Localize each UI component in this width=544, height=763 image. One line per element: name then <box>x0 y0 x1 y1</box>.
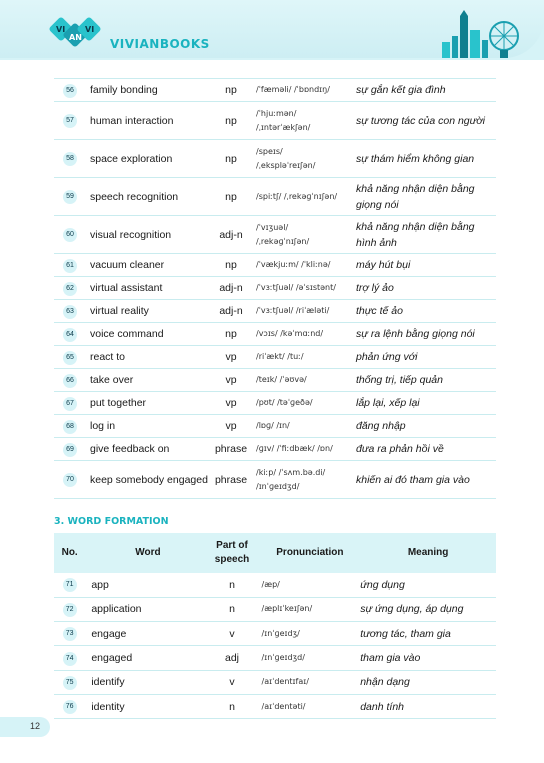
meaning-cell: phản ứng với <box>356 351 418 363</box>
logo-text-right: VI <box>85 25 95 34</box>
part-of-speech-cell: n <box>229 578 235 591</box>
word-cell: application <box>91 603 142 616</box>
pronunciation-cell: /aɪˈdentəti/ <box>261 701 306 711</box>
word-cell: app <box>91 578 109 591</box>
part-of-speech-cell: adj-n <box>219 282 243 294</box>
row-number-cell <box>54 438 86 461</box>
pronunciation-cell <box>254 254 354 277</box>
pronunciation-line: /pʊt/ /təˈɡeðə/ <box>256 398 313 407</box>
table-row <box>54 438 496 461</box>
word-cell: space exploration <box>90 152 173 165</box>
pronunciation-cell <box>254 216 354 254</box>
row-number-cell <box>54 102 86 140</box>
meaning-cell: khả năng nhận diện bằng giọng nói <box>356 182 475 211</box>
pronunciation-cell: /æplɪˈkeɪʃən/ <box>261 604 313 614</box>
word-cell: engaged <box>91 652 133 665</box>
row-number-cell <box>54 369 86 392</box>
part-of-speech-cell: v <box>229 627 235 640</box>
pronunciation-cell <box>254 277 354 300</box>
table-row <box>54 216 496 254</box>
row-number-cell <box>54 461 86 499</box>
word-cell: identify <box>91 676 125 689</box>
row-number: 56 <box>63 84 77 98</box>
part-of-speech-cell: np <box>225 152 237 165</box>
word-cell: virtual assistant <box>90 282 163 294</box>
row-number: 72 <box>63 603 77 617</box>
meaning-cell: nhận dạng <box>360 676 410 689</box>
pronunciation-line: /riˈækt/ /tuː/ <box>256 352 304 361</box>
row-number-cell <box>54 573 85 597</box>
table-row <box>54 102 496 140</box>
pronunciation-cell <box>254 79 354 102</box>
pronunciation-cell <box>254 140 354 178</box>
city-skyline-icon <box>442 10 522 58</box>
pronunciation-line: /ɪnˈɡeɪdʒd/ <box>256 481 300 491</box>
row-number-cell <box>54 277 86 300</box>
table-row <box>54 369 496 392</box>
pronunciation-line: /ˈfæməli/ /ˈbɒndɪŋ/ <box>256 85 330 94</box>
word-cell: react to <box>90 351 126 363</box>
row-number-cell <box>54 346 86 369</box>
part-of-speech-cell: np <box>225 114 237 127</box>
logo <box>52 20 98 46</box>
part-of-speech-cell: adj <box>225 652 240 665</box>
table-row <box>54 622 496 646</box>
meaning-cell: tương tác, tham gia <box>360 627 451 640</box>
pronunciation-line: /kiːp/ /ˈsʌm.bə.di/ <box>256 467 326 477</box>
vocabulary-table <box>54 78 496 499</box>
table-row <box>54 694 496 718</box>
pronunciation-line: /ˈvɜːtʃuəl/ /əˈsɪstənt/ <box>256 283 336 292</box>
pronunciation-line: /ˌekspləˈreɪʃən/ <box>256 160 316 170</box>
pronunciation-line: /lɒɡ/ /ɪn/ <box>256 421 290 430</box>
meaning-cell: máy hút bụi <box>356 259 411 271</box>
part-of-speech-cell: np <box>225 259 237 271</box>
part-of-speech-cell: adj-n <box>219 305 243 317</box>
table-row <box>54 323 496 346</box>
row-number-cell <box>54 140 86 178</box>
pronunciation-cell <box>254 461 354 499</box>
header-pos: Part of speech <box>214 540 250 565</box>
row-number-cell <box>54 694 85 718</box>
part-of-speech-cell: vp <box>225 374 237 386</box>
pronunciation-line: /teɪk/ /ˈəʊvə/ <box>256 375 307 384</box>
table-row <box>54 178 496 216</box>
row-number: 57 <box>63 114 77 128</box>
row-number-cell <box>54 216 86 254</box>
page-number-tab <box>0 717 50 737</box>
row-number-cell <box>54 597 85 621</box>
table-row <box>54 461 496 499</box>
meaning-cell: khả năng nhận diện bằng hình ảnh <box>356 220 475 249</box>
part-of-speech-cell: v <box>229 676 235 689</box>
pronunciation-line: /speɪs/ <box>256 146 283 156</box>
row-number: 61 <box>63 259 77 273</box>
row-number-cell <box>54 646 85 670</box>
pronunciation-line: /ˈvɜːtʃuəl/ /riˈæləti/ <box>256 306 330 315</box>
word-cell: engage <box>91 627 127 640</box>
pronunciation-cell <box>254 369 354 392</box>
page-header <box>0 0 544 60</box>
meaning-cell: sự ứng dụng, áp dụng <box>360 603 464 616</box>
meaning-cell: sự tương tác của con người <box>356 114 485 127</box>
meaning-cell: thống trị, tiếp quản <box>356 374 443 386</box>
pronunciation-line: /ˈvækjuːm/ /ˈkliːnə/ <box>256 260 331 269</box>
pronunciation-cell <box>254 415 354 438</box>
table-row <box>54 646 496 670</box>
pronunciation-line: /ˈvɪʒuəl/ <box>256 222 289 232</box>
pronunciation-line: /ˌrekəɡˈnɪʃən/ <box>256 236 310 246</box>
pronunciation-line: /spiːtʃ/ /ˌrekəɡˈnɪʃən/ <box>256 191 338 201</box>
part-of-speech-cell: phrase <box>214 473 248 486</box>
logo-text-mid: AN <box>69 33 82 42</box>
logo-text-left: VI <box>56 25 66 34</box>
meaning-cell: sự thám hiểm không gian <box>356 152 475 165</box>
word-cell: log in <box>90 420 116 432</box>
row-number: 71 <box>63 578 77 592</box>
row-number: 65 <box>63 351 77 365</box>
meaning-cell: đăng nhập <box>356 420 406 432</box>
header-pronunciation: Pronunciation <box>276 547 344 558</box>
meaning-cell: trợ lý ảo <box>356 282 394 294</box>
pronunciation-line: /ˈhjuːmən/ <box>256 108 297 118</box>
table-row <box>54 277 496 300</box>
part-of-speech-cell: adj-n <box>219 228 243 241</box>
row-number: 60 <box>63 228 77 242</box>
row-number: 68 <box>63 420 77 434</box>
pronunciation-cell <box>254 102 354 140</box>
table-row <box>54 140 496 178</box>
part-of-speech-cell: vp <box>225 397 237 409</box>
table-row <box>54 254 496 277</box>
meaning-cell: tham gia vào <box>360 652 421 665</box>
row-number: 62 <box>63 282 77 296</box>
word-cell: virtual reality <box>90 305 149 317</box>
word-formation-table <box>54 533 496 719</box>
row-number: 63 <box>63 305 77 319</box>
word-cell: put together <box>90 397 147 409</box>
row-number: 58 <box>63 152 77 166</box>
meaning-cell: danh tính <box>360 700 405 713</box>
row-number-cell <box>54 254 86 277</box>
word-cell: voice command <box>90 328 164 340</box>
part-of-speech-cell: np <box>225 84 237 96</box>
row-number: 76 <box>63 700 77 714</box>
row-number: 64 <box>63 328 77 342</box>
table-row <box>54 415 496 438</box>
pronunciation-cell: /ɪnˈɡeɪdʒd/ <box>261 653 305 663</box>
row-number: 73 <box>63 627 77 641</box>
word-cell: visual recognition <box>90 228 172 241</box>
pronunciation-cell: /æp/ <box>261 579 280 589</box>
pronunciation-cell <box>254 323 354 346</box>
pronunciation-cell <box>254 392 354 415</box>
header-no: No. <box>61 547 78 558</box>
pronunciation-cell <box>254 346 354 369</box>
row-number: 74 <box>63 652 77 666</box>
row-number-cell <box>54 300 86 323</box>
row-number-cell <box>54 622 85 646</box>
pronunciation-line: /ɡɪv/ /ˈfiːdbæk/ /ɒn/ <box>256 444 333 453</box>
row-number: 67 <box>63 397 77 411</box>
meaning-cell: đưa ra phản hồi về <box>356 443 444 455</box>
meaning-cell: lắp lại, xếp lại <box>356 397 420 409</box>
row-number-cell <box>54 79 86 102</box>
word-cell: vacuum cleaner <box>90 259 165 271</box>
header-meaning: Meaning <box>407 547 449 558</box>
part-of-speech-cell: np <box>225 328 237 340</box>
row-number: 66 <box>63 374 77 388</box>
meaning-cell: khiến ai đó tham gia vào <box>356 473 470 486</box>
row-number-cell <box>54 415 86 438</box>
meaning-cell: sự gắn kết gia đình <box>356 84 446 96</box>
word-cell: speech recognition <box>90 190 179 203</box>
word-cell: give feedback on <box>90 443 170 455</box>
pronunciation-cell <box>254 438 354 461</box>
row-number-cell <box>54 323 86 346</box>
part-of-speech-cell: n <box>229 700 235 713</box>
table-row <box>54 392 496 415</box>
part-of-speech-cell: np <box>225 190 237 203</box>
row-number-cell <box>54 392 86 415</box>
row-number: 69 <box>63 443 77 457</box>
word-cell: take over <box>90 374 134 386</box>
word-cell: family bonding <box>90 84 158 96</box>
meaning-cell: thực tế ảo <box>356 305 403 317</box>
part-of-speech-cell: vp <box>225 351 237 363</box>
meaning-cell: ứng dụng <box>360 578 405 591</box>
page-number: 12 <box>30 721 41 731</box>
pronunciation-cell: /ɪnˈɡeɪdʒ/ <box>261 628 300 638</box>
table-header-row <box>54 533 496 573</box>
row-number: 70 <box>63 473 77 487</box>
pronunciation-line: /ˌɪntərˈækʃən/ <box>256 122 311 132</box>
row-number: 75 <box>63 676 77 690</box>
pronunciation-cell <box>254 300 354 323</box>
pronunciation-line: /vɔɪs/ /kəˈmɑːnd/ <box>256 329 324 338</box>
table-row <box>54 300 496 323</box>
table-row <box>54 573 496 597</box>
row-number-cell <box>54 178 86 216</box>
section-title: 3. WORD FORMATION <box>54 516 169 527</box>
table-row <box>54 670 496 694</box>
table-row <box>54 597 496 621</box>
header-word: Word <box>135 547 161 558</box>
brand-name: VIVIANBOOKS <box>110 37 210 51</box>
row-number: 59 <box>63 190 77 204</box>
part-of-speech-cell: vp <box>225 420 237 432</box>
pronunciation-cell: /aɪˈdentɪfaɪ/ <box>261 677 309 687</box>
table-row <box>54 346 496 369</box>
row-number-cell <box>54 670 85 694</box>
word-cell: identity <box>91 700 125 713</box>
word-cell: keep somebody engaged <box>90 473 208 486</box>
pronunciation-cell <box>254 178 354 216</box>
table-row <box>54 79 496 102</box>
word-cell: human interaction <box>90 114 174 127</box>
meaning-cell: sự ra lệnh bằng giọng nói <box>356 328 475 340</box>
part-of-speech-cell: n <box>229 603 235 616</box>
part-of-speech-cell: phrase <box>214 443 248 455</box>
